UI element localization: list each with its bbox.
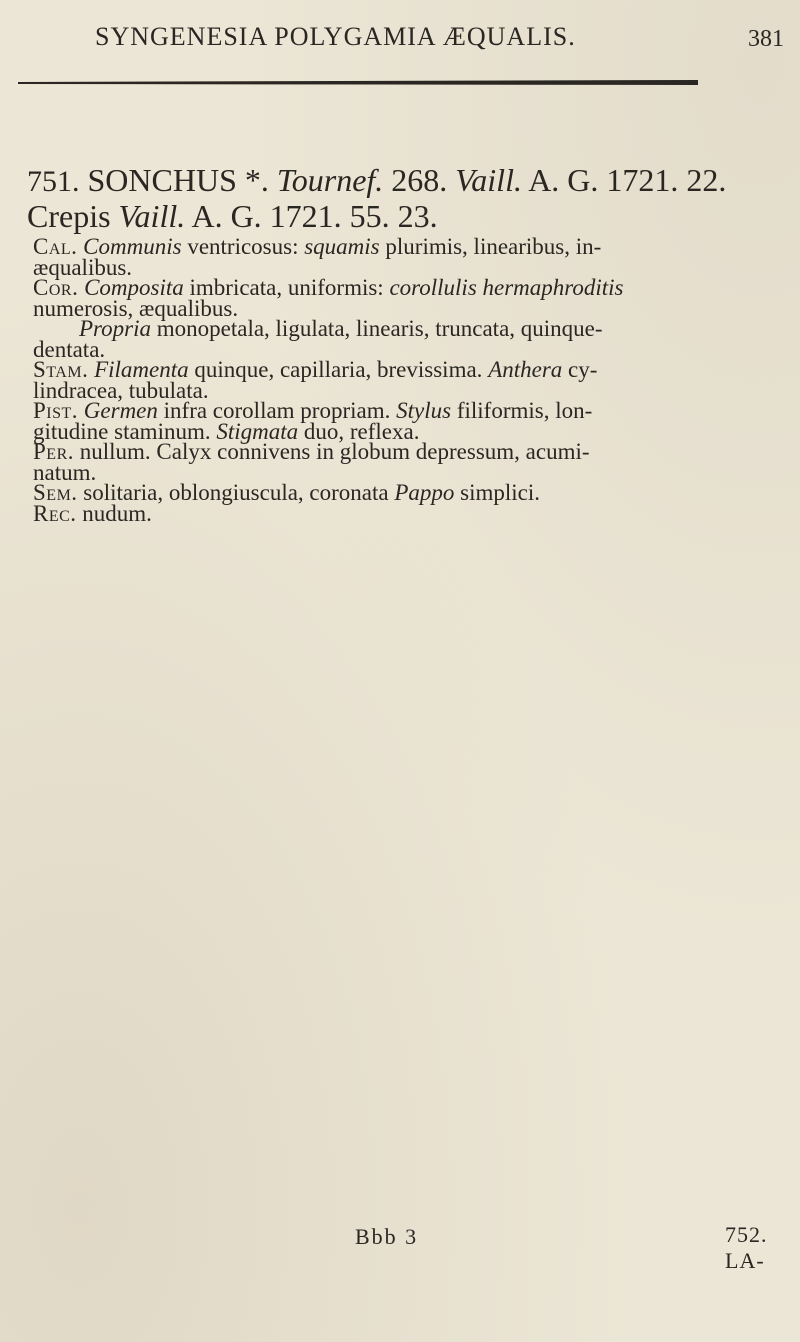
section-label: Cal.: [33, 234, 78, 259]
running-head: SYNGENESIA POLYGAMIA ÆQUALIS.: [95, 22, 576, 51]
page-number: 381: [748, 26, 784, 52]
text: nudum.: [82, 500, 152, 526]
text: simplici.: [460, 480, 541, 505]
entry-number: 751.: [27, 165, 80, 198]
paragraph-per: [33, 439, 793, 485]
term: Communis: [83, 234, 182, 259]
reference-author: Tournef.: [276, 162, 384, 198]
term: Stigmata: [216, 418, 299, 444]
text: imbricata, uniformis:: [189, 275, 384, 300]
term: squamis: [304, 234, 380, 259]
text: filiformis, lon-: [456, 398, 593, 423]
text: plurimis, linearibus, in-: [385, 234, 602, 259]
term: Germen: [83, 398, 158, 423]
reference-author: Vaill.: [455, 162, 522, 198]
header-rule: [18, 80, 698, 85]
reference-author: Vaill.: [118, 198, 186, 234]
section-label: Sem.: [33, 480, 78, 505]
entry-heading: [27, 163, 787, 233]
term: Propria: [79, 316, 151, 341]
signature-mark: Bbb 3: [355, 1224, 419, 1249]
text: gitudine staminum.: [33, 418, 211, 444]
section-label: Cor.: [33, 275, 79, 300]
text: monopetala, ligulata, linearis, truncata, quinque-: [156, 316, 603, 341]
paragraph-pist: [33, 398, 793, 444]
paragraph-cal: [33, 234, 793, 280]
description-body: [33, 234, 793, 526]
term: corollulis hermaphroditis: [389, 275, 624, 300]
text: lindracea, tubulata.: [33, 377, 209, 403]
text: dentata.: [33, 336, 106, 362]
paragraph-cor: [33, 275, 793, 321]
term: Anthera: [488, 357, 563, 382]
catchword: 752. LA-: [725, 1222, 768, 1273]
text: cy-: [568, 357, 598, 382]
paragraph-rec: [33, 500, 793, 526]
reference-text: 268.: [391, 162, 448, 198]
reference-text: A. G. 1721. 55. 23.: [191, 198, 438, 234]
text: natum.: [33, 459, 97, 485]
text: æqualibus.: [33, 254, 133, 280]
section-label: Per.: [33, 439, 74, 464]
text: ventricosus:: [187, 234, 299, 259]
term: Stylus: [396, 398, 452, 423]
section-label: Rec.: [33, 500, 77, 526]
genus-name: SONCHUS *.: [87, 162, 269, 198]
text: numerosis, æqualibus.: [33, 295, 239, 321]
text: solitaria, oblongiusculа, coronata: [83, 480, 389, 505]
paragraph-stam: [33, 357, 793, 403]
text: quinque, capillaria, brevissima.: [194, 357, 483, 382]
reference-text: A. G. 1721. 22. Crepis: [27, 162, 727, 234]
text: nullum. Calyx connivens in globum depressum, acumi-: [79, 439, 590, 464]
text: duo, reflexa.: [303, 418, 420, 444]
paragraph-propria: [33, 316, 793, 362]
term: Pappo: [394, 480, 455, 505]
term: Composita: [84, 275, 184, 300]
term: Filamenta: [94, 357, 189, 382]
section-label: Stam.: [33, 357, 89, 382]
text: infra corollam propriam.: [163, 398, 391, 423]
section-label: Pist.: [33, 398, 79, 423]
